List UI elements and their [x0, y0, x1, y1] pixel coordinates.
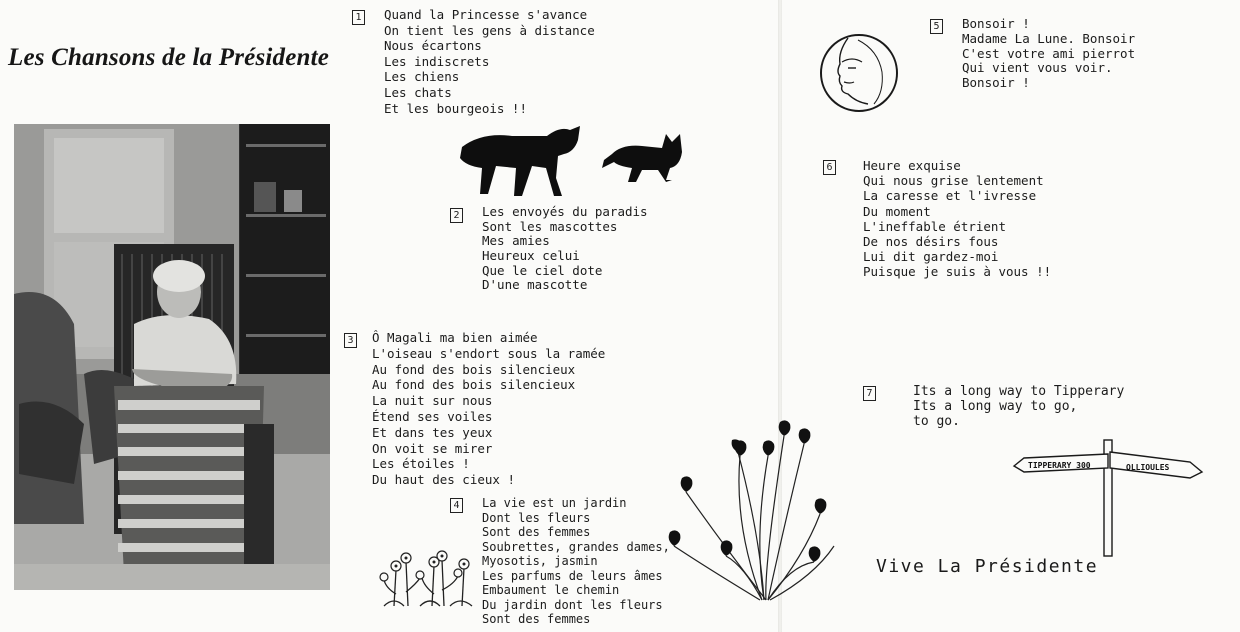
song-line: On voit se mirer [372, 440, 493, 456]
song-line: Lui dit gardez-moi [863, 249, 999, 265]
song-3-number: 3 [344, 333, 357, 348]
song-3-lines [372, 330, 605, 488]
song-line: Les envoyés du paradis [482, 204, 648, 219]
song-line: Les parfums de leurs âmes [482, 568, 663, 583]
song-1-number: 1 [352, 10, 365, 25]
song-line: Ô Magali ma bien aimée [372, 330, 538, 345]
song-7-number: 7 [863, 386, 876, 401]
song-line: D'une mascotte [482, 277, 588, 293]
booklet-title: Les Chansons de la Présidente [8, 44, 330, 71]
song-4-block [450, 496, 670, 627]
song-2-block [450, 205, 648, 293]
song-line: Les chats [384, 84, 452, 100]
song-2-lines [482, 205, 648, 293]
song-line: Sont des femmes [482, 612, 591, 626]
small-flowers-drawing [380, 548, 476, 610]
song-line: Qui vient vous voir. [962, 60, 1113, 76]
song-5-block [930, 17, 1135, 91]
song-line: Que le ciel dote [482, 262, 603, 278]
song-line: Et les bourgeois !! [384, 100, 527, 116]
song-line: L'ineffable étrient [863, 218, 1006, 234]
song-line: Quand la Princesse s'avance [384, 7, 588, 22]
song-line: Embaument le chemin [482, 583, 620, 597]
song-line: C'est votre ami pierrot [962, 45, 1136, 61]
song-line: Du moment [863, 203, 931, 219]
song-line: Étend ses voiles [372, 408, 493, 424]
song-line: Sont des femmes [482, 525, 591, 539]
song-6-block [823, 158, 1051, 280]
song-line: Et dans tes yeux [372, 424, 493, 440]
song-2-number: 2 [450, 208, 463, 223]
song-line: La vie est un jardin [482, 496, 627, 510]
song-line: Heureux celui [482, 248, 580, 264]
song-line: Myosotis, jasmin [482, 554, 598, 568]
song-4-lines [482, 496, 670, 627]
song-line: Its a long way to go, [913, 399, 1078, 414]
closing-text: Vive La Présidente [876, 556, 1099, 577]
song-5-number: 5 [930, 19, 943, 34]
song-6-lines [863, 158, 1051, 280]
song-3-block [344, 330, 605, 488]
song-4-number: 4 [450, 498, 463, 513]
song-line: Au fond des bois silencieux [372, 377, 576, 393]
photograph-woman-in-armchair [14, 124, 330, 590]
song-line: Qui nous grise lentement [863, 173, 1044, 189]
song-line: Puisque je suis à vous !! [863, 264, 1052, 280]
dog-and-cat-drawing [452, 122, 692, 202]
dog-silhouette [460, 126, 580, 196]
song-1-block [352, 7, 595, 116]
song-1-lines [384, 7, 595, 116]
song-line: Nous écartons [384, 38, 482, 54]
song-line: Du haut des cieux ! [372, 472, 515, 488]
song-line: Bonsoir ! [962, 16, 1030, 31]
song-line: La caresse et l'ivresse [863, 188, 1037, 204]
moon-face-drawing [818, 32, 900, 114]
song-line: On tient les gens à distance [384, 22, 595, 38]
cat-silhouette [602, 134, 682, 182]
song-line: Du jardin dont les fleurs [482, 597, 663, 612]
song-line: Les étoiles ! [372, 456, 470, 472]
song-7-lines [913, 384, 1124, 429]
song-5-lines [962, 17, 1135, 91]
song-line: Les chiens [384, 69, 460, 85]
song-line: Heure exquise [863, 158, 961, 173]
song-line: to go. [913, 414, 960, 429]
signpost-drawing [1010, 436, 1206, 558]
sign-tipperary-label: TIPPERARY 300 [1028, 461, 1091, 470]
song-line: Les indiscrets [384, 53, 490, 69]
song-line: L'oiseau s'endort sous la ramée [372, 345, 606, 361]
song-7-block [863, 384, 1124, 429]
song-line: Au fond des bois silencieux [372, 361, 576, 377]
song-line: Sont les mascottes [482, 218, 618, 234]
song-line: Bonsoir ! [962, 75, 1030, 91]
song-line: Mes amies [482, 233, 550, 249]
song-line: Dont les fleurs [482, 510, 591, 525]
song-6-number: 6 [823, 160, 836, 175]
large-flowers-drawing [664, 416, 840, 602]
song-line: De nos désirs fous [863, 233, 999, 249]
song-line: La nuit sur nous [372, 393, 493, 409]
sign-ollioules-label: OLLIOULES [1126, 463, 1170, 472]
song-line: Soubrettes, grandes dames, [482, 539, 670, 554]
song-line: Madame La Lune. Bonsoir [962, 30, 1136, 46]
song-line: Its a long way to Tipperary [913, 384, 1125, 399]
